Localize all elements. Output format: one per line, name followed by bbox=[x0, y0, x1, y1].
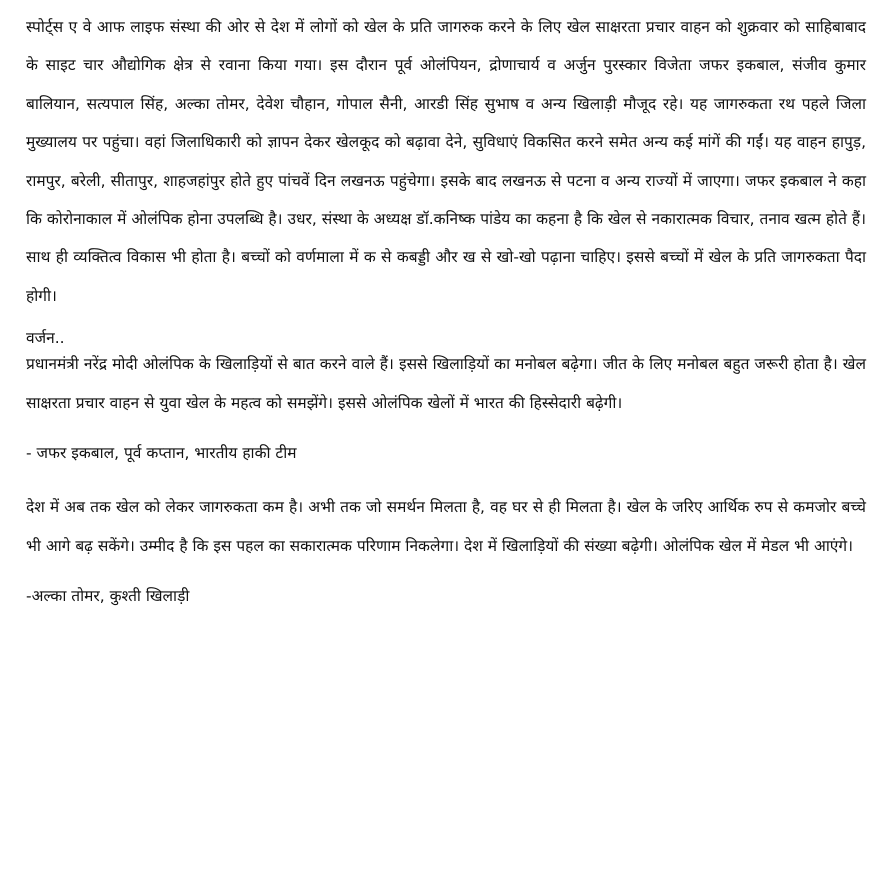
attribution-zafar-iqbal: - जफर इकबाल, पूर्व कप्तान, भारतीय हाकी टीम bbox=[26, 444, 297, 463]
article-paragraph-main: स्पोर्ट्स ए वे आफ लाइफ संस्था की ओर से देश में लोगों को खेल के प्रति जागरुक करने के लिए खेल साक्षरता प्रचार वाहन को शुक्रवार को साहिबाबाद के साइट चार औद्योगिक क्षेत्र से रवाना किया गया। इस दौरान पूर्व ओलंपियन, द्रोणाचार्य व अर्जुन पुरस्कार विजेता जफर इकबाल, संजीव कुमार बालियान, सत्यपाल सिंह, अल्का तोमर, देवेश चौहान, गोपाल सैनी, आरडी सिंह सुभाष व अन्य खिलाड़ी मौजूद रहे। यह जागरुकता रथ पहले जिला मुख्यालय पर पहुंचा। वहां जिलाधिकारी को ज्ञापन देकर खेलकूद को बढ़ावा देने, सुविधाएं विकसित करने समेत अन्य कई मांगें की गईं। यह वाहन हापुड़, रामपुर, बरेली, सीतापुर, शाहजहांपुर होते हुए पांचवें दिन लखनऊ पहुंचेगा। इसके बाद लखनऊ से पटना व अन्य राज्यों में जाएगा। जफर इकबाल ने कहा कि कोरोनाकाल में ओलंपिक होना उपलब्धि है। उधर, संस्था के अध्यक्ष डॉ.कनिष्क पांडेय का कहना है कि खेल से नकारात्मक विचार, तनाव खत्म होते हैं। साथ ही व्यक्तित्व विकास भी होता है। बच्चों को वर्णमाला में क से कबड्डी और ख से खो-खो पढ़ाना चाहिए। इससे बच्चों में खेल के प्रति जागरुकता पैदा होगी। bbox=[26, 18, 866, 305]
attribution-alka-tomar: -अल्का तोमर, कुश्ती खिलाड़ी bbox=[26, 587, 190, 606]
statement-paragraph-zafar: प्रधानमंत्री नरेंद्र मोदी ओलंपिक के खिलाड़ियों से बात करने वाले हैं। इससे खिलाड़ियों का मनोबल बढ़ेगा। जीत के लिए मनोबल बहुत जरूरी होता है। खेल साक्षरता प्रचार वाहन से युवा खेल के महत्व को समझेंगे। इससे ओलंपिक खेलों में भारत की हिस्सेदारी बढ़ेगी। bbox=[26, 355, 866, 412]
article-body bbox=[26, 8, 866, 632]
version-heading: वर्जन.. bbox=[26, 329, 65, 348]
statement-paragraph-alka: देश में अब तक खेल को लेकर जागरुकता कम है। अभी तक जो समर्थन मिलता है, वह घर से ही मिलता है। खेल के जरिए आर्थिक रुप से कमजोर बच्चे भी आगे बढ़ सकेंगे। उम्मीद है कि इस पहल का सकारात्मक परिणाम निकलेगा। देश में खिलाड़ियों की संख्या बढ़ेगी। ओलंपिक खेल में मेडल भी आएंगे। bbox=[26, 498, 866, 555]
